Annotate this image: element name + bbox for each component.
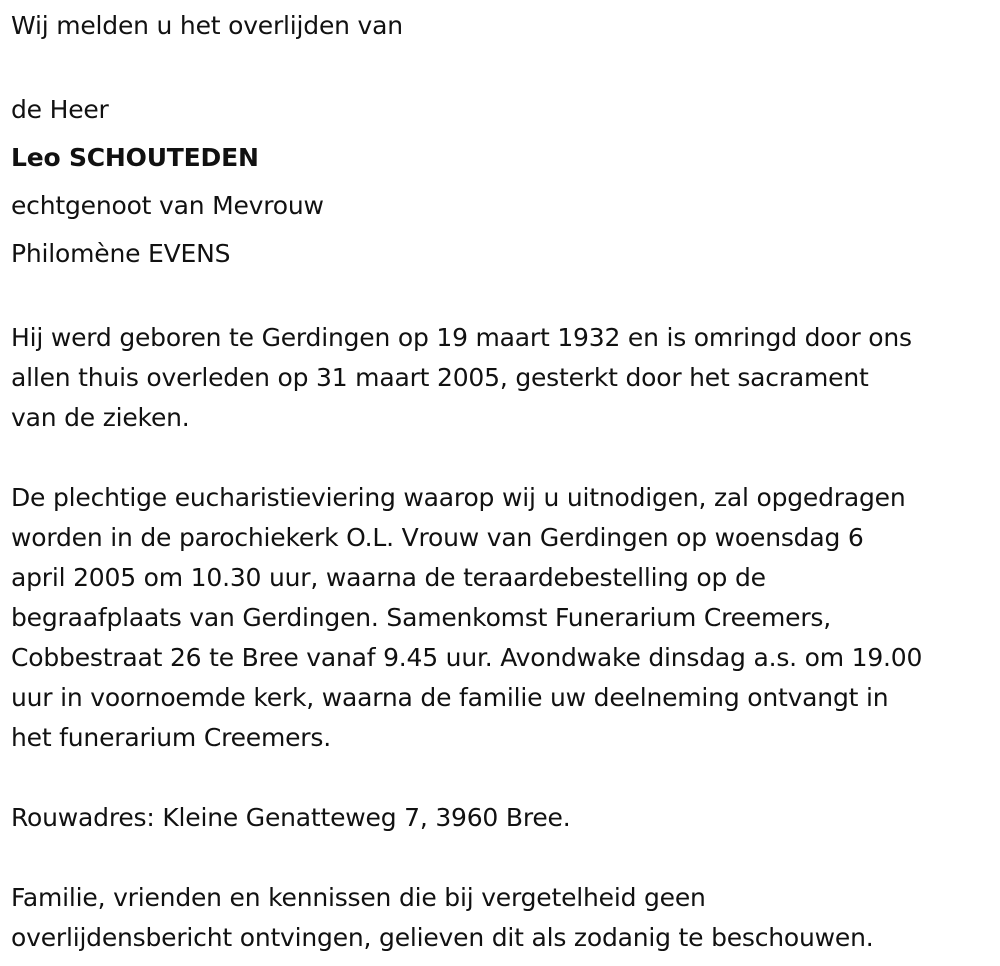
paragraph-line: van de zieken. [11,403,190,432]
paragraph-line: worden in de parochiekerk O.L. Vrouw van Gerdingen op woensdag 6 [11,523,864,552]
paragraph-line: Familie, vrienden en kennissen die bij vergetelheid geen [11,883,706,912]
paragraph-line: april 2005 om 10.30 uur, waarna de teraardebestelling op de [11,563,766,592]
spacer [11,758,991,798]
paragraph-line: Hij werd geboren te Gerdingen op 19 maart 1932 en is omringd door ons [11,323,912,352]
spouse-label: echtgenoot van Mevrouw [11,191,324,220]
paragraph-line: overlijdensbericht ontvingen, gelieven dit als zodanig te beschouwen. [11,923,874,952]
mourning-address: Rouwadres: Kleine Genatteweg 7, 3960 Bree. [11,803,571,832]
spacer [11,278,991,318]
spacer [11,46,991,86]
spacer [11,838,991,878]
death-notice [11,6,991,958]
ceremony-paragraph [11,478,991,758]
name-block [11,86,991,278]
spouse-name: Philomène EVENS [11,239,231,268]
birth-death-paragraph [11,318,991,438]
paragraph-line: begraafplaats van Gerdingen. Samenkomst Funerarium Creemers, [11,603,831,632]
deceased-name: Leo SCHOUTEDEN [11,143,259,172]
paragraph-line: uur in voornoemde kerk, waarna de familie uw deelneming ontvangt in [11,683,889,712]
intro-text: Wij melden u het overlijden van [11,11,403,40]
paragraph-line: De plechtige eucharistieviering waarop wij u uitnodigen, zal opgedragen [11,483,906,512]
paragraph-line: Cobbestraat 26 te Bree vanaf 9.45 uur. Avondwake dinsdag a.s. om 19.00 [11,643,923,672]
paragraph-line: allen thuis overleden op 31 maart 2005, gesterkt door het sacrament [11,363,869,392]
spacer [11,438,991,478]
paragraph-line: het funerarium Creemers. [11,723,331,752]
closing-paragraph [11,878,991,958]
honorific: de Heer [11,95,109,124]
address-paragraph [11,798,991,838]
